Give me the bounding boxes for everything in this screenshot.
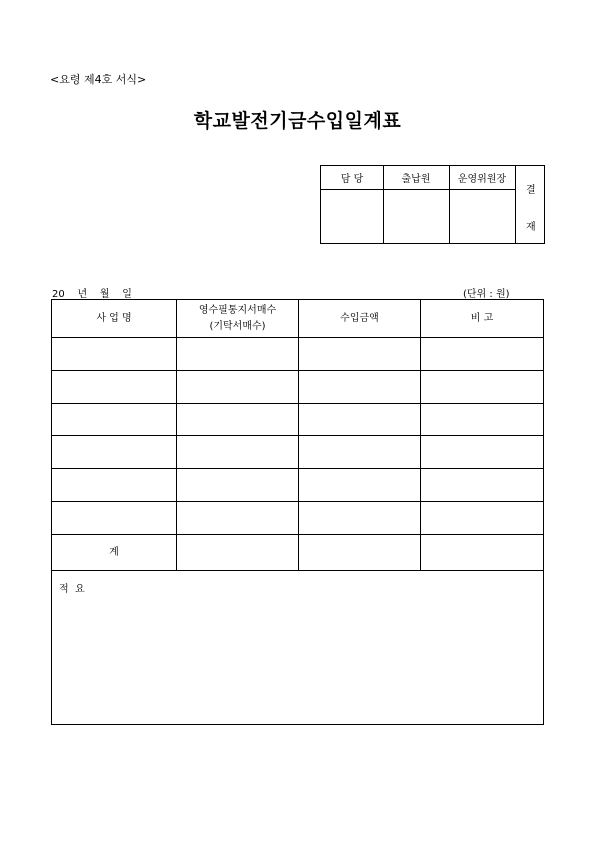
header-income-amount: 수입금액 (298, 300, 420, 337)
table-row (52, 404, 543, 436)
table-row (52, 469, 543, 502)
cell-project-name[interactable] (52, 436, 176, 468)
table-header-row (52, 300, 543, 338)
divider (449, 166, 450, 243)
cell-project-name[interactable] (52, 338, 176, 370)
cell-income-amount[interactable] (298, 502, 420, 534)
cell-receipt-count[interactable] (176, 469, 298, 501)
approval-side-label-bottom: 재 (526, 222, 536, 233)
cell-remarks[interactable] (420, 338, 543, 370)
header-receipt-count-line2: (기탁서매수) (209, 320, 266, 332)
total-remarks[interactable] (420, 535, 543, 570)
table-row (52, 502, 543, 535)
table-total-row (52, 535, 543, 571)
cell-income-amount[interactable] (298, 371, 420, 403)
cell-receipt-count[interactable] (176, 436, 298, 468)
cell-remarks[interactable] (420, 404, 543, 435)
header-remarks: 비 고 (420, 300, 543, 337)
cell-income-amount[interactable] (298, 469, 420, 501)
unit-label: (단위 : 원) (463, 289, 510, 300)
cell-receipt-count[interactable] (176, 502, 298, 534)
approval-col-staff: 담 당 (321, 166, 383, 190)
total-income-amount[interactable] (298, 535, 420, 570)
cell-remarks[interactable] (420, 502, 543, 534)
total-label: 계 (109, 546, 119, 558)
remarks-label: 적 요 (59, 584, 85, 595)
income-table (51, 299, 544, 725)
cell-income-amount[interactable] (298, 436, 420, 468)
cell-project-name[interactable] (52, 371, 176, 403)
approval-side-label-top: 결 (526, 185, 536, 196)
divider (383, 166, 384, 243)
cell-project-name[interactable] (52, 502, 176, 534)
cell-remarks[interactable] (420, 371, 543, 403)
cell-project-name[interactable] (52, 404, 176, 435)
cell-income-amount[interactable] (298, 404, 420, 435)
cell-remarks[interactable] (420, 469, 543, 501)
table-row (52, 338, 543, 371)
total-receipt-count[interactable] (176, 535, 298, 570)
approval-box (320, 165, 545, 244)
cell-receipt-count[interactable] (176, 371, 298, 403)
date-line: 20 년 월 일 (52, 289, 132, 300)
header-project-name: 사 업 명 (96, 312, 132, 324)
approval-sign-chair[interactable] (449, 190, 515, 243)
approval-sign-staff[interactable] (321, 190, 383, 243)
header-receipt-count-line1: 영수필통지서매수 (198, 304, 277, 316)
cell-project-name[interactable] (52, 469, 176, 501)
approval-sign-cashier[interactable] (383, 190, 449, 243)
form-number: <요령 제4호 서식> (50, 73, 147, 86)
table-row (52, 436, 543, 469)
cell-receipt-count[interactable] (176, 404, 298, 435)
cell-receipt-count[interactable] (176, 338, 298, 370)
header-receipt-count (176, 300, 298, 337)
approval-col-chair: 운영위원장 (449, 166, 515, 190)
divider (515, 166, 516, 243)
page-title: 학교발전기금수입일계표 (193, 110, 402, 132)
cell-income-amount[interactable] (298, 338, 420, 370)
approval-col-cashier: 출납원 (383, 166, 449, 190)
table-row (52, 371, 543, 404)
cell-remarks[interactable] (420, 436, 543, 468)
